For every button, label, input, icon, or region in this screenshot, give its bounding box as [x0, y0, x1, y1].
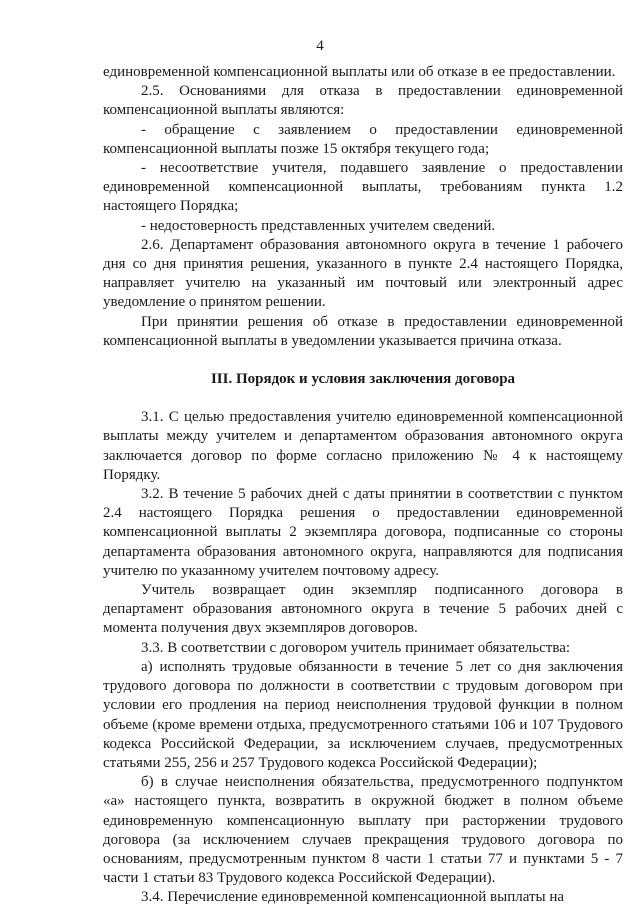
- paragraph: единовременной компенсационной выплаты или об отказе в ее предоставлении.: [103, 64, 616, 80]
- paragraph: 3.2. В течение 5 рабочих дней с даты принятии в соответствии с пунктом 2.4 настоящего Порядка решения о предоставлении единовременной компенсационной выплаты 2 экземпляра договора, подписанные со стороны департамента образования автономного округа, направляются для подписания учителю по указанному учителем почтовому адресу.: [103, 486, 623, 579]
- list-item: а) исполнять трудовые обязанности в течение 5 лет со дня заключения трудового договора по должности в соответствии с трудовым договором при условии его продления на период неисполнения трудовой функции в полном объеме (кроме времени отдыха, предусмотренного статьями 106 и 107 Трудового кодекса Российской Федерации, за исключением случаев, предусмотренных статьями 255, 256 и 257 Трудового кодекса Российской Федерации);: [103, 658, 623, 771]
- page-number: 4: [316, 38, 324, 54]
- list-item: б) в случае неисполнения обязательства, предусмотренного подпунктом «а» настоящего пункта, возвратить в окружной бюджет в полном объеме единовременную компенсационную выплату при расторжении трудового договора (за исключением случаев прекращения трудового договора по основаниям, предусмотренным пунктом 8 части 1 статьи 77 и пунктами 5 - 7 части 1 статьи 83 Трудового кодекса Российской Федерации).: [103, 774, 623, 887]
- paragraph: 2.6. Департамент образования автономного округа в течение 1 рабочего дня со дня принятия решения, указанного в пункте 2.4 настоящего Порядка, направляет учителю на указанный им почтовый или электронный адрес уведомление о принятом решении.: [103, 236, 623, 311]
- paragraph: 3.1. С целью предоставления учителю единовременной компенсационной выплаты между учителем и департаментом образования автономного округа заключается договор по форме согласно приложению № 4 к настоящему Порядку.: [103, 409, 623, 483]
- paragraph: 3.3. В соответствии с договором учитель принимает обязательства:: [141, 639, 571, 656]
- list-item: - недостоверность представленных учителем сведений.: [141, 217, 496, 234]
- paragraph: При принятии решения об отказе в предоставлении единовременной компенсационной выплаты в уведомлении указывается причина отказа.: [103, 313, 623, 349]
- list-item: - несоответствие учителя, подавшего заявление о предоставлении единовременной компенсационной выплаты, требованиям пункта 1.2 настоящего Порядка;: [103, 160, 623, 215]
- paragraph: Учитель возвращает один экземпляр подписанного договора в департамент образования автономного округа в течение 5 рабочих дней с момента получения двух экземпляров договоров.: [103, 582, 623, 637]
- paragraph: 2.5. Основаниями для отказа в предоставлении единовременной компенсационной выплаты являются:: [103, 83, 623, 119]
- paragraph: 3.4. Перечисление единовременной компенсационной выплаты на: [141, 889, 565, 906]
- document-body: [103, 63, 623, 908]
- list-item: - обращение с заявлением о предоставлении единовременной компенсационной выплаты позже 15 октября текущего года;: [103, 121, 623, 157]
- section-title: III. Порядок и условия заключения договора: [210, 371, 516, 388]
